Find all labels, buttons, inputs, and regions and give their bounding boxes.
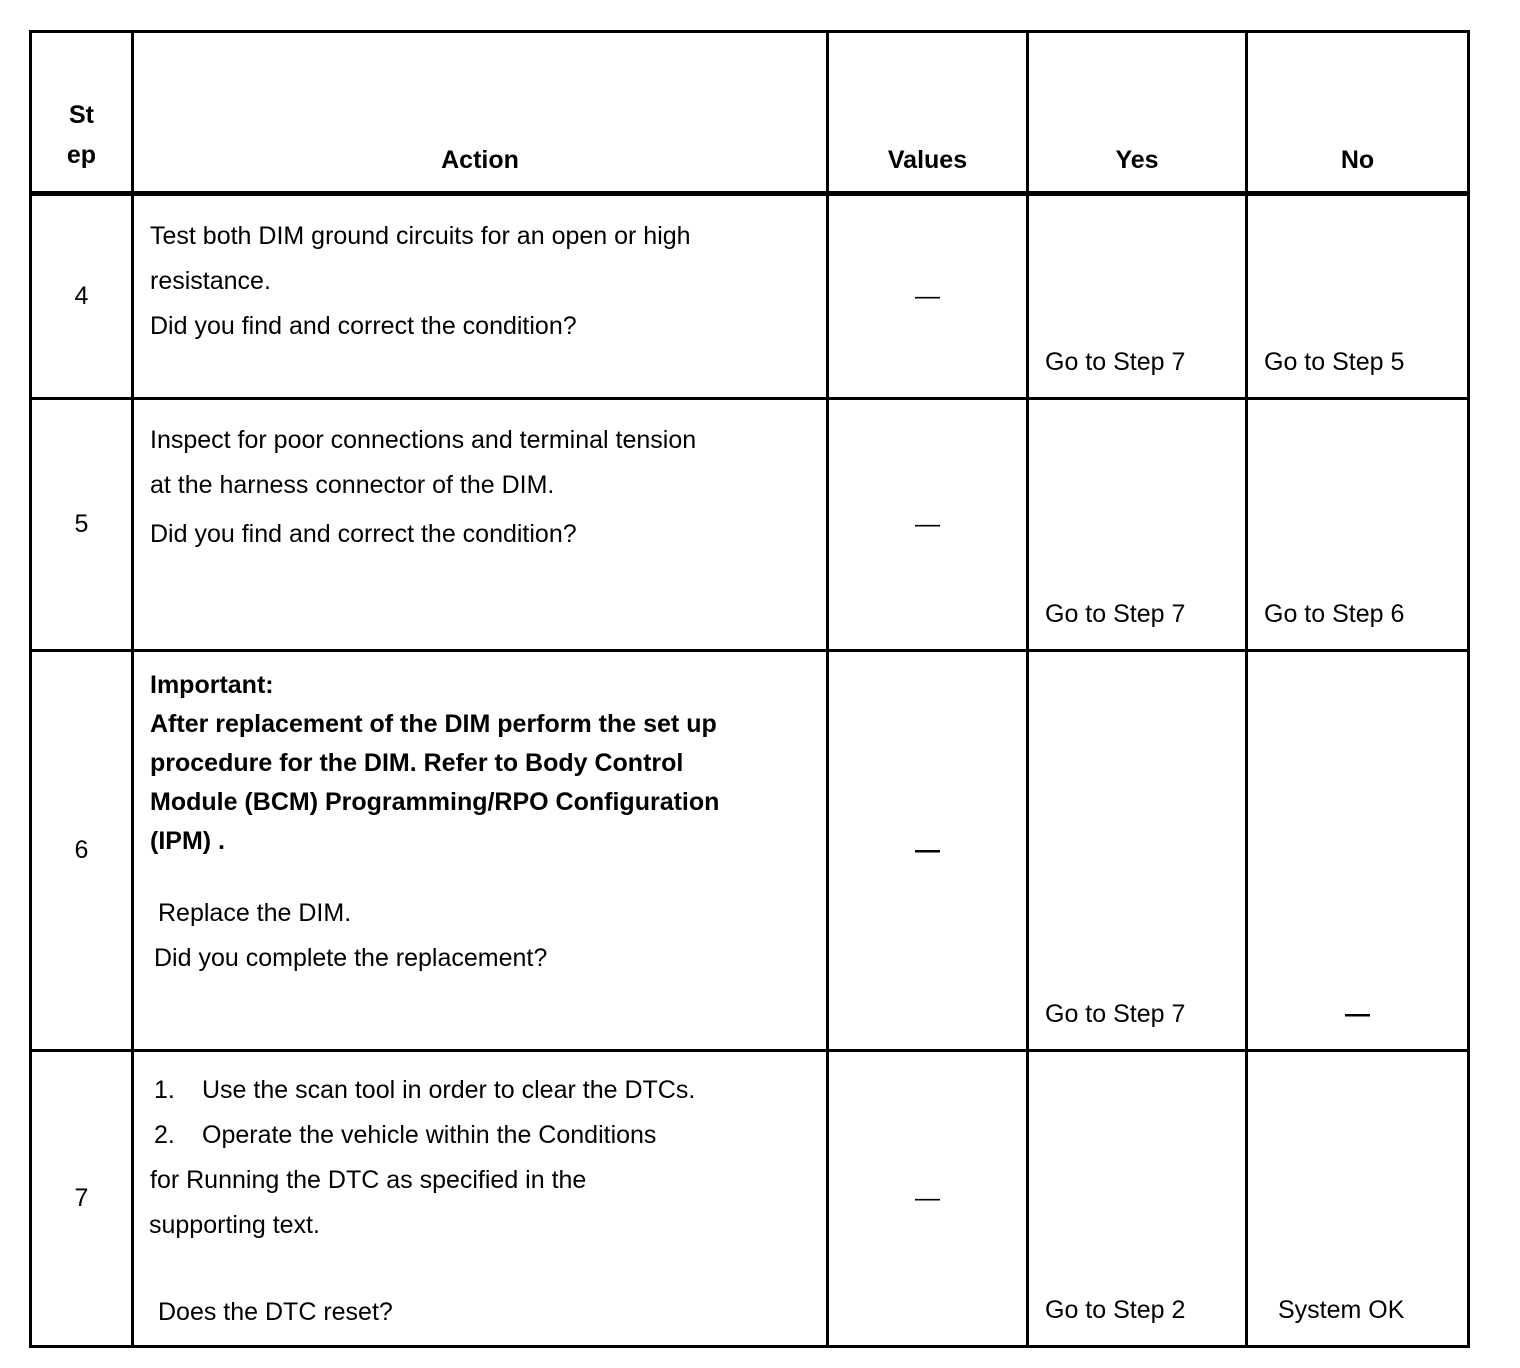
table-row xyxy=(31,651,1469,1051)
no-cell: Go to Step 6 xyxy=(1247,399,1469,651)
action-line: Test both DIM ground circuits for an open or high xyxy=(150,222,691,250)
action-line: Replace the DIM. xyxy=(158,899,352,927)
table-row xyxy=(31,194,1469,399)
values-cell: — xyxy=(828,651,1028,1051)
header-no: No xyxy=(1247,32,1469,194)
header-step xyxy=(31,32,133,194)
header-action: Action xyxy=(133,32,828,194)
action-line: Inspect for poor connections and terminal tension xyxy=(150,426,697,454)
no-cell: — xyxy=(1247,651,1469,1051)
no-cell: Go to Step 5 xyxy=(1247,194,1469,399)
step-number: 4 xyxy=(31,194,133,399)
action-question: Did you find and correct the condition? xyxy=(150,312,577,340)
header-step-label: St ep xyxy=(66,101,97,169)
values-cell: — xyxy=(828,194,1028,399)
no-cell: System OK xyxy=(1247,1051,1469,1347)
action-line: resistance. xyxy=(150,267,271,295)
list-item xyxy=(150,1068,812,1113)
important-note-line: (IPM) . xyxy=(150,827,225,855)
action-question: Does the DTC reset? xyxy=(158,1298,393,1326)
step-number: 7 xyxy=(31,1051,133,1347)
action-cell xyxy=(133,651,828,1051)
list-item xyxy=(150,1113,812,1158)
spacer xyxy=(150,861,812,891)
yes-cell: Go to Step 2 xyxy=(1028,1051,1247,1347)
header-yes: Yes xyxy=(1028,32,1247,194)
list-number: 1. xyxy=(154,1076,175,1104)
important-note-line: Module (BCM) Programming/RPO Configuration xyxy=(150,788,720,816)
yes-cell: Go to Step 7 xyxy=(1028,651,1247,1051)
diagnostic-table xyxy=(29,30,1470,1348)
table-row xyxy=(31,1051,1469,1347)
action-line: for Running the DTC as specified in the xyxy=(150,1166,587,1194)
action-cell xyxy=(133,399,828,651)
important-note-line: procedure for the DIM. Refer to Body Control xyxy=(150,749,684,777)
values-cell: — xyxy=(828,1051,1028,1347)
important-label: Important: xyxy=(150,671,274,699)
header-row xyxy=(31,32,1469,194)
spacer xyxy=(150,1248,812,1290)
action-question: Did you find and correct the condition? xyxy=(150,520,577,548)
values-cell: — xyxy=(828,399,1028,651)
table-row xyxy=(31,399,1469,651)
action-cell xyxy=(133,194,828,399)
yes-cell: Go to Step 7 xyxy=(1028,194,1247,399)
list-text: Use the scan tool in order to clear the DTCs. xyxy=(202,1076,696,1104)
important-note-line: After replacement of the DIM perform the set up xyxy=(150,710,717,738)
action-line: at the harness connector of the DIM. xyxy=(150,471,555,499)
list-text: Operate the vehicle within the Conditions xyxy=(202,1121,657,1149)
action-line: supporting text. xyxy=(149,1211,320,1239)
action-question: Did you complete the replacement? xyxy=(154,944,548,972)
list-number: 2. xyxy=(154,1121,175,1149)
header-values: Values xyxy=(828,32,1028,194)
step-number: 6 xyxy=(31,651,133,1051)
action-cell xyxy=(133,1051,828,1347)
step-number: 5 xyxy=(31,399,133,651)
yes-cell: Go to Step 7 xyxy=(1028,399,1247,651)
